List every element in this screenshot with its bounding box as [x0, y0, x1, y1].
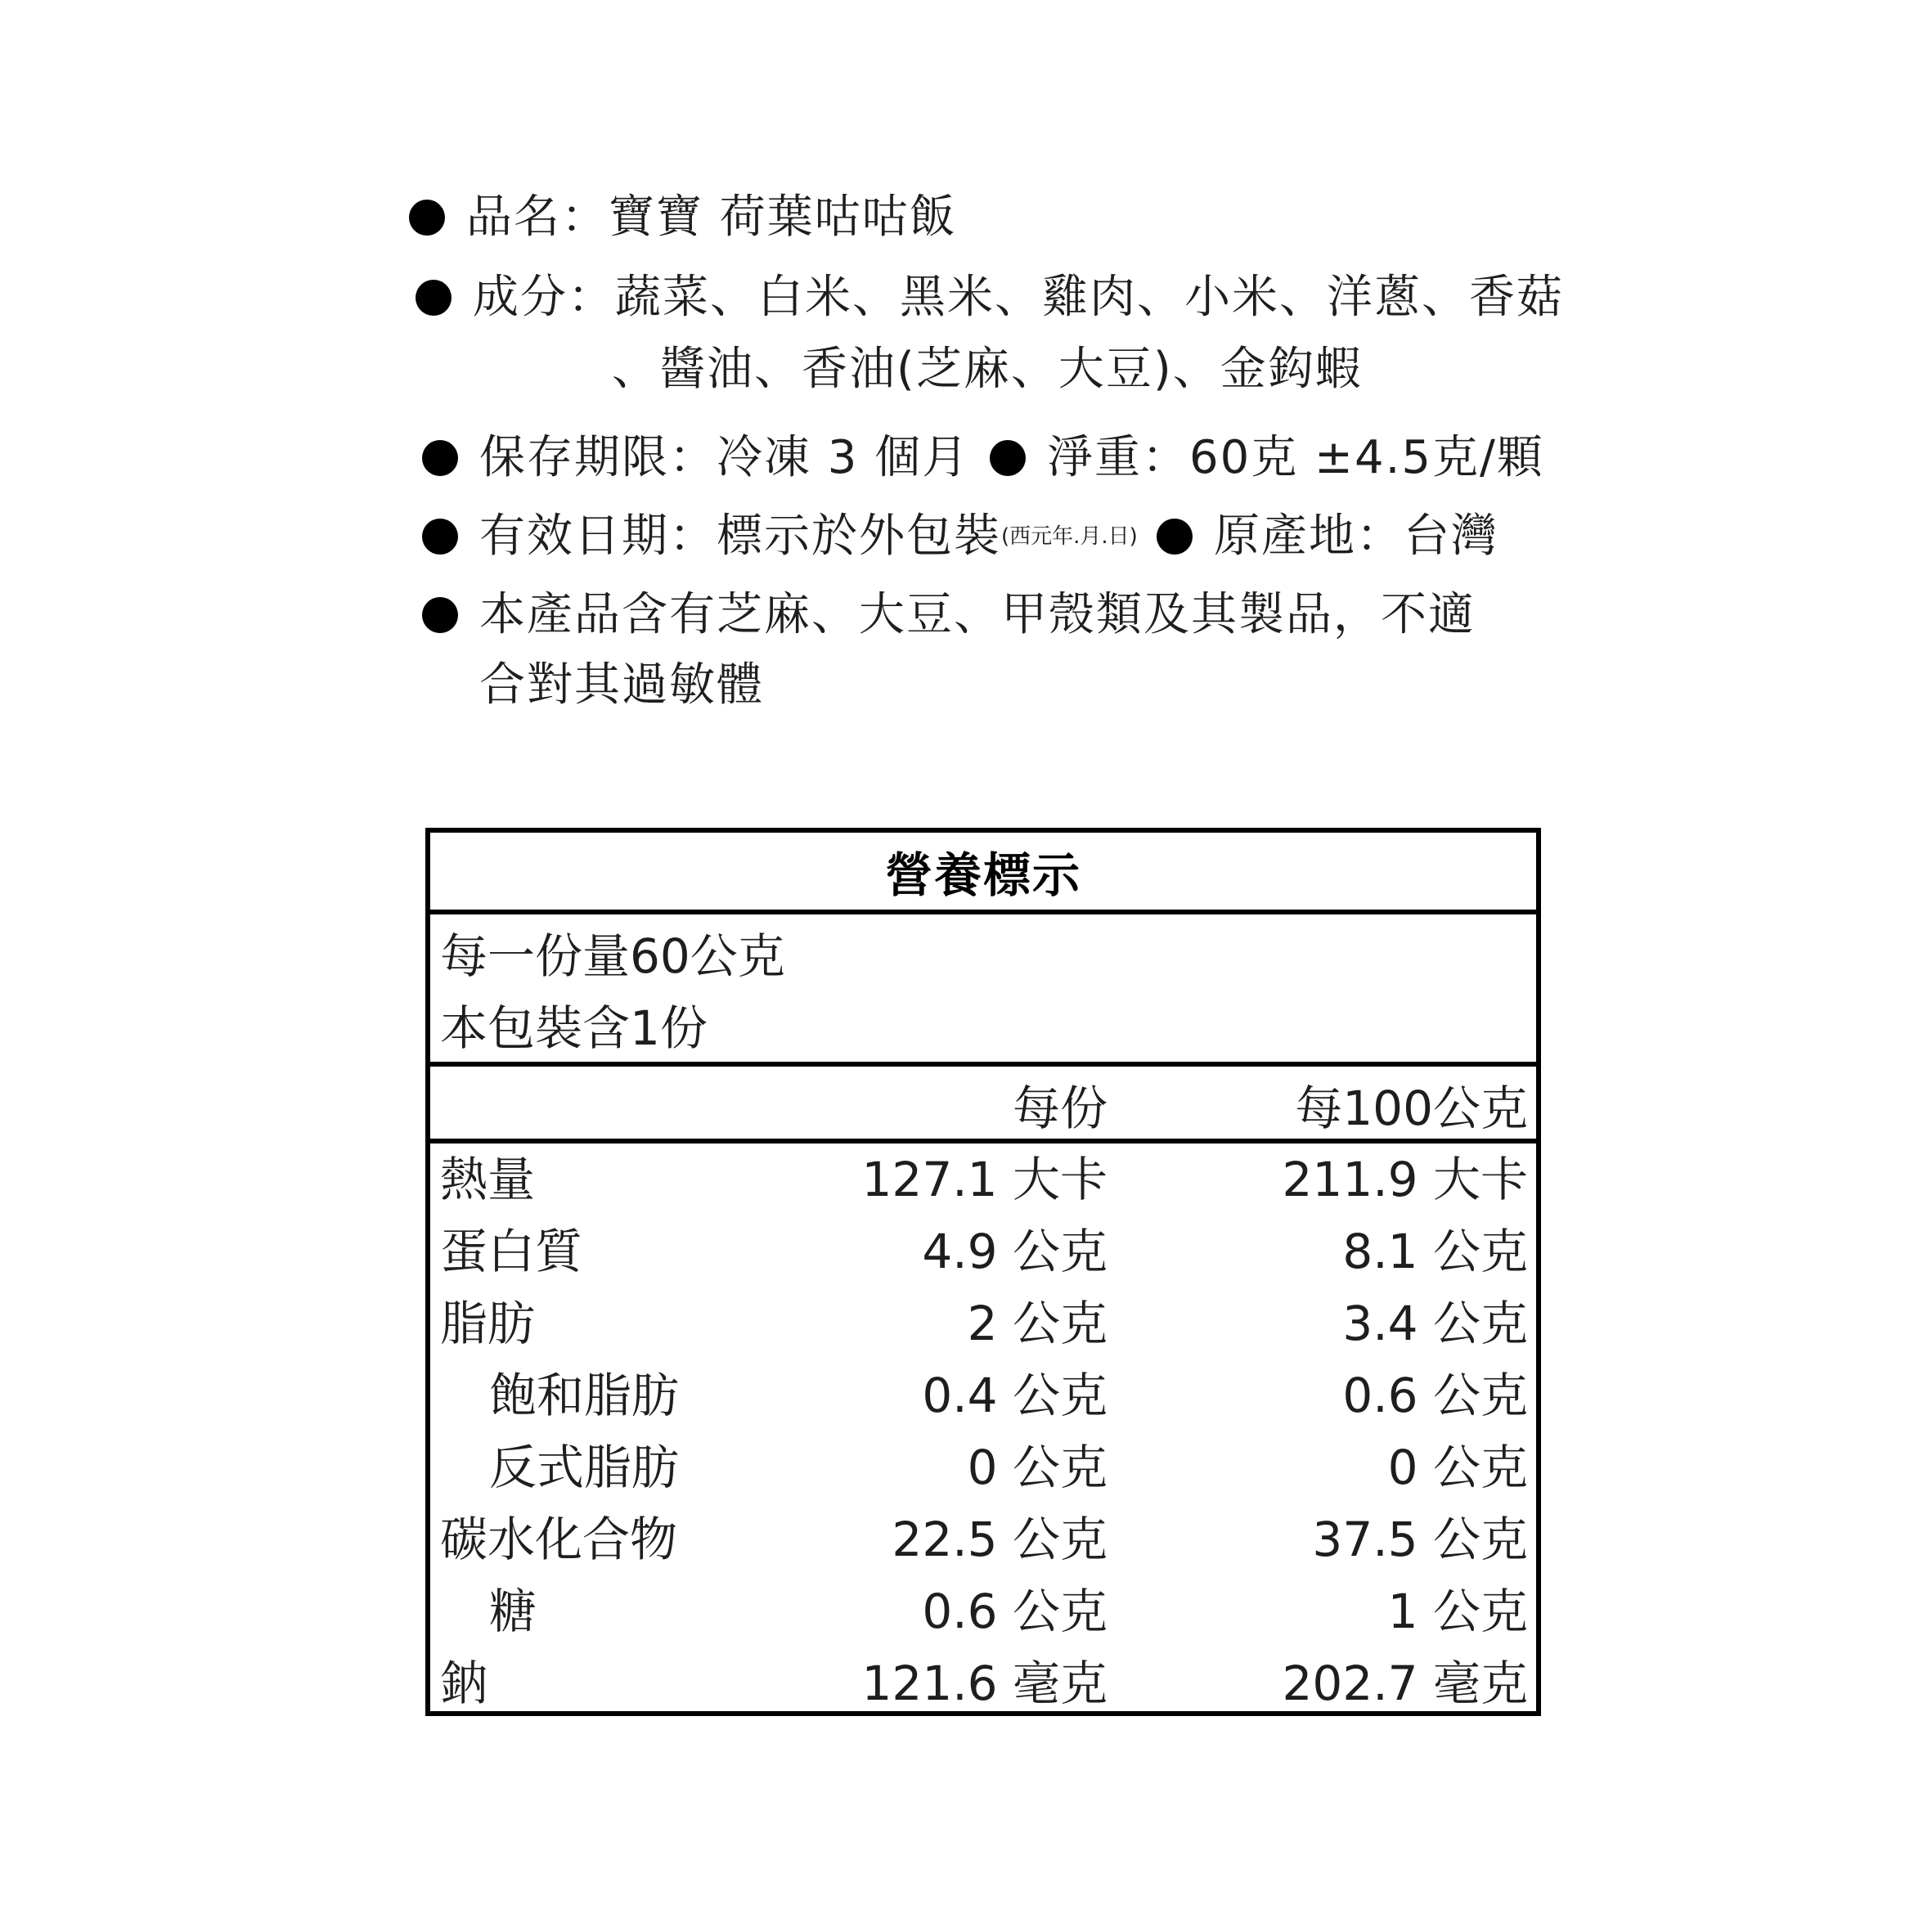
product-info	[0, 0, 1932, 736]
nutrient-row-fat	[430, 1287, 1536, 1359]
allergen-line-2: 合對其過敏體	[479, 658, 764, 712]
shelf-life-item	[422, 431, 970, 484]
expiry-date-format: (西元年.月.日)	[1001, 524, 1138, 549]
per-100g-value: 3.4 公克	[1342, 1296, 1528, 1351]
nutrient-row-trans-fat	[430, 1431, 1536, 1503]
servings-per-package: 本包裝含1份	[440, 1000, 708, 1056]
product-name: 品名：寶寶 荷葉咕咕飯	[466, 191, 957, 244]
nutrient-label: 蛋白質	[440, 1224, 583, 1279]
column-header-per-100g: 每100公克	[1295, 1081, 1528, 1136]
nutrient-row-carbohydrate	[430, 1503, 1536, 1575]
bullet-icon	[1157, 519, 1193, 555]
bullet-icon	[990, 440, 1026, 476]
bullet-icon	[422, 597, 458, 633]
nutrient-row-protein	[430, 1215, 1536, 1287]
per-serving-value: 22.5 公克	[892, 1512, 1108, 1567]
nutrient-row-sugar	[430, 1575, 1536, 1647]
per-100g-value: 0 公克	[1387, 1440, 1528, 1495]
per-100g-value: 211.9 大卡	[1282, 1152, 1528, 1207]
per-serving-value: 4.9 公克	[922, 1224, 1108, 1279]
product-name-item	[409, 191, 957, 244]
origin: 原產地：台灣	[1214, 510, 1498, 563]
bullet-icon	[416, 280, 452, 316]
origin-item	[1157, 510, 1498, 563]
nutrient-label: 反式脂肪	[489, 1440, 680, 1495]
serving-size: 每一份量60公克	[440, 928, 785, 984]
nutrient-label: 熱量	[440, 1152, 536, 1207]
nutrient-label: 碳水化合物	[440, 1512, 678, 1567]
nutrient-label: 糖	[489, 1584, 537, 1639]
per-serving-value: 127.1 大卡	[861, 1152, 1108, 1207]
nutrient-row-calories	[430, 1143, 1536, 1215]
per-100g-value: 8.1 公克	[1342, 1224, 1528, 1279]
per-serving-value: 0.4 公克	[922, 1368, 1108, 1423]
nutrition-facts-table	[425, 828, 1541, 1716]
column-header-per-serving: 每份	[1012, 1081, 1108, 1136]
net-weight: 淨重：60克 ±4.5克/顆	[1047, 431, 1544, 484]
divider	[430, 1062, 1536, 1067]
per-serving-value: 2 公克	[967, 1296, 1108, 1351]
nutrition-title: 營養標示	[884, 847, 1081, 903]
divider	[430, 910, 1536, 914]
bullet-icon	[422, 440, 458, 476]
per-100g-value: 37.5 公克	[1312, 1512, 1528, 1567]
allergen-line-1: 本產品含有芝麻、大豆、甲殼類及其製品，不適	[479, 588, 1476, 641]
allergen-item	[422, 588, 1476, 641]
nutrient-row-sodium	[430, 1647, 1536, 1719]
nutrient-label: 飽和脂肪	[489, 1368, 680, 1423]
per-serving-value: 0 公克	[967, 1440, 1108, 1495]
expiry-date: 有效日期：標示於外包裝	[479, 510, 1001, 563]
net-weight-item	[990, 431, 1544, 484]
per-100g-value: 1 公克	[1387, 1584, 1528, 1639]
per-100g-value: 0.6 公克	[1342, 1368, 1528, 1423]
per-serving-value: 121.6 毫克	[861, 1656, 1108, 1711]
bullet-icon	[409, 200, 445, 236]
ingredients-item	[416, 271, 1564, 324]
expiry-item	[422, 510, 1138, 563]
per-serving-value: 0.6 公克	[922, 1584, 1108, 1639]
shelf-life: 保存期限：冷凍 3 個月	[479, 431, 970, 484]
nutrient-label: 鈉	[440, 1656, 488, 1711]
nutrient-label: 脂肪	[440, 1296, 536, 1351]
nutrient-row-saturated-fat	[430, 1359, 1536, 1431]
ingredients-line-2: 、醬油、香油(芝麻、大豆)、金鈎蝦	[612, 343, 1363, 396]
per-100g-value: 202.7 毫克	[1282, 1656, 1528, 1711]
bullet-icon	[422, 519, 458, 555]
ingredients-line-1: 成分：蔬菜、白米、黑米、雞肉、小米、洋蔥、香菇	[473, 271, 1564, 324]
